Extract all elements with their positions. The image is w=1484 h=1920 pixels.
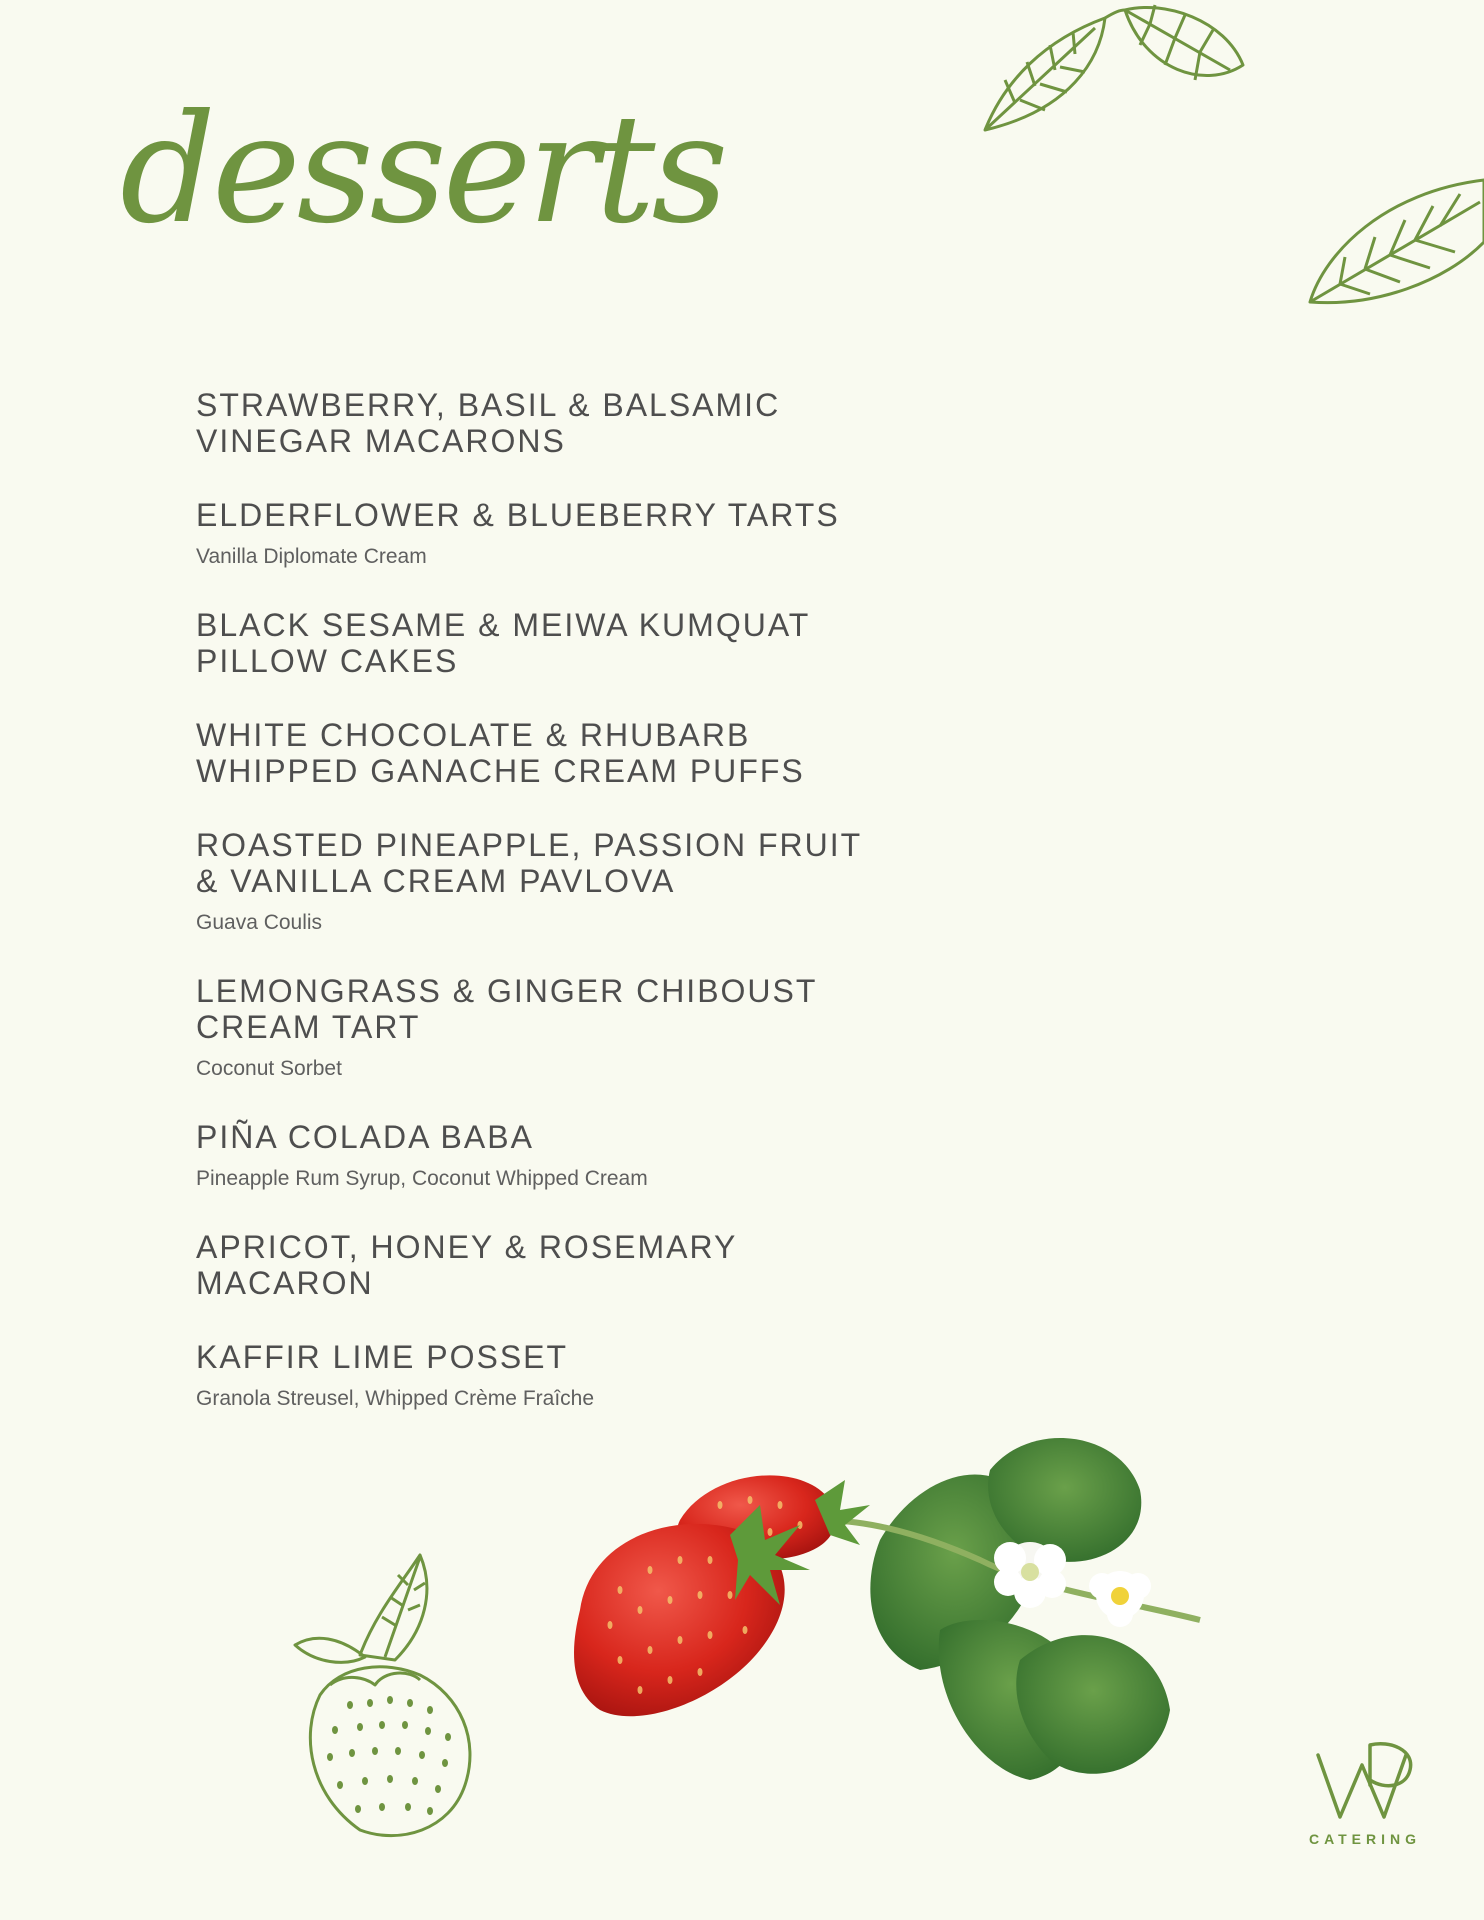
list-item — [196, 1229, 916, 1301]
list-item — [196, 1339, 916, 1411]
wp-catering-logo — [1300, 1735, 1430, 1865]
list-item — [196, 1119, 916, 1191]
list-item — [196, 973, 916, 1081]
dessert-name: KAFFIR LIME POSSET — [196, 1339, 569, 1375]
dessert-name: PIÑA COLADA BABA — [196, 1119, 534, 1155]
dessert-name: BLACK SESAME & MEIWA KUMQUAT PILLOW CAKES — [196, 607, 811, 679]
dessert-name: LEMONGRASS & GINGER CHIBOUST CREAM TART — [196, 973, 818, 1045]
dessert-description: Guava Coulis — [196, 911, 323, 934]
dessert-description: Granola Streusel, Whipped Crème Fraîche — [196, 1387, 595, 1410]
leaf-sketch-icon — [975, 0, 1250, 140]
list-item — [196, 387, 916, 459]
dessert-name: WHITE CHOCOLATE & RHUBARB WHIPPED GANACHE CREAM PUFFS — [196, 717, 805, 789]
strawberry-photo — [560, 1410, 1280, 1810]
list-item — [196, 607, 916, 679]
list-item — [196, 827, 916, 935]
list-item — [196, 497, 916, 569]
dessert-name: ELDERFLOWER & BLUEBERRY TARTS — [196, 497, 840, 533]
dessert-name: ROASTED PINEAPPLE, PASSION FRUIT & VANILLA CREAM PAVLOVA — [196, 827, 863, 899]
leaf-sketch-icon — [1305, 172, 1484, 310]
dessert-description: Pineapple Rum Syrup, Coconut Whipped Cream — [196, 1167, 648, 1190]
dessert-menu-list — [196, 387, 916, 1449]
logo-text: CATERING — [1308, 1831, 1422, 1847]
dessert-description: Vanilla Diplomate Cream — [196, 545, 427, 568]
wp-monogram-icon — [1310, 1735, 1420, 1825]
list-item — [196, 717, 916, 789]
dessert-name: STRAWBERRY, BASIL & BALSAMIC VINEGAR MACARONS — [196, 387, 781, 459]
dessert-name: APRICOT, HONEY & ROSEMARY MACARON — [196, 1229, 738, 1301]
strawberry-sketch-icon — [290, 1545, 500, 1845]
page-title: desserts — [120, 83, 725, 257]
dessert-description: Coconut Sorbet — [196, 1057, 342, 1080]
